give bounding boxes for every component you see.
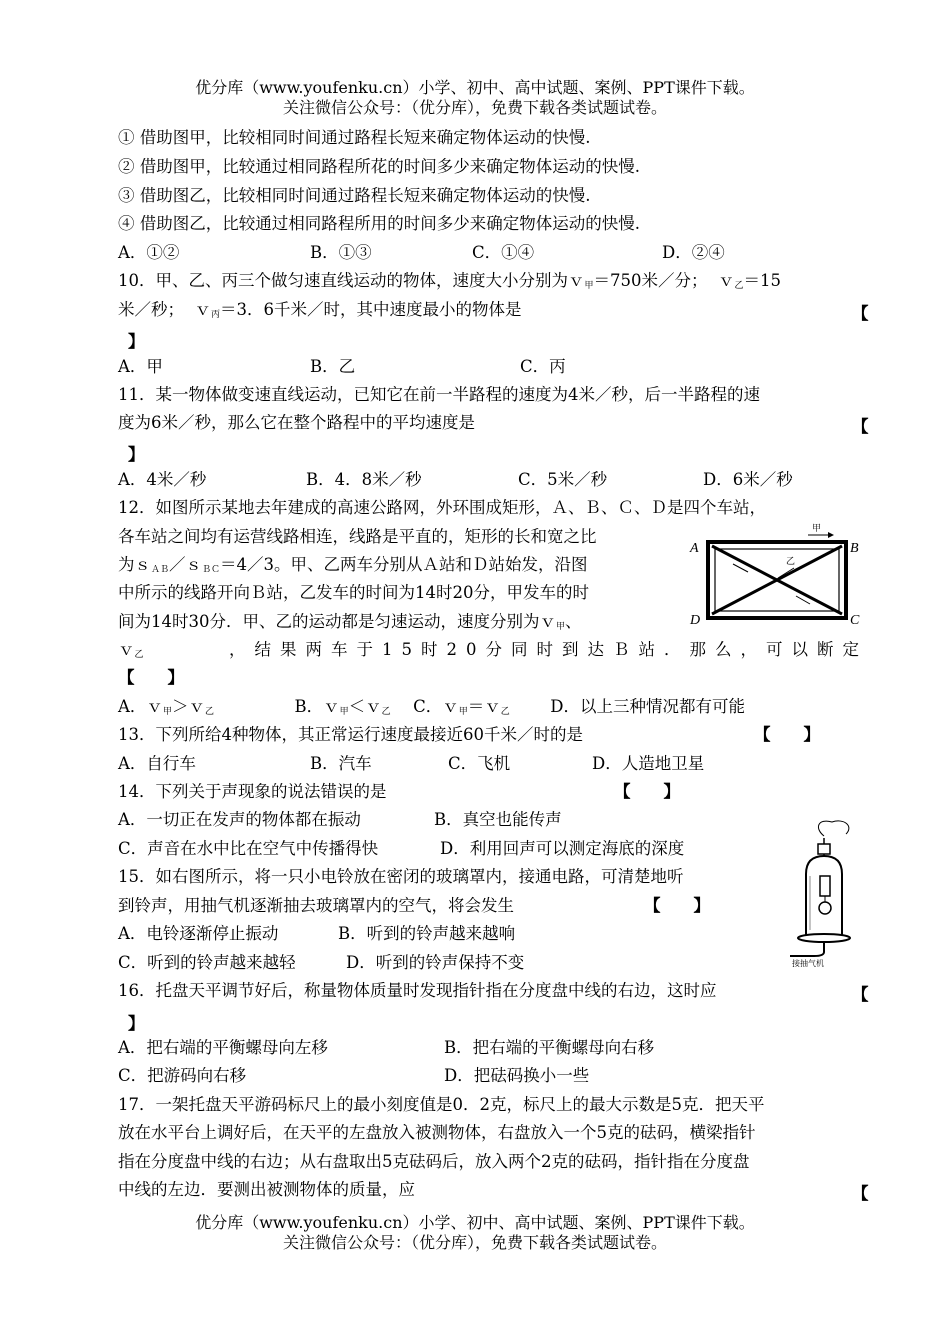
q12-options (118, 697, 745, 722)
q17-bracket-open: 【 (852, 1184, 869, 1203)
q17-line-4: 中线的左边．要测出被测物体的质量，应 (118, 1180, 415, 1199)
q17-line-2: 放在水平台上调好后，在天平的左盘放入被测物体，右盘放入一个5克的砝码，横梁指针 (118, 1123, 756, 1142)
q16-option-b: B．把右端的平衡螺母向右移 (444, 1038, 655, 1057)
q9-option-d: D．②④ (662, 243, 725, 262)
station-b-label: B (850, 541, 859, 556)
q15-option-c: C．听到的铃声越来越轻 (118, 953, 296, 972)
q15-answer-bracket: 【 】 (644, 896, 710, 915)
q12-line-2: 各车站之间均有运营线路相连，线路是平直的，矩形的长和宽之比 (118, 527, 597, 546)
q11-option-a: A．4米／秒 (118, 470, 207, 489)
q15-option-a: A．电铃逐渐停止振动 (118, 924, 279, 943)
q9-option-a: A．①② (118, 243, 180, 262)
q12-answer-bracket: 【 】 (118, 668, 184, 687)
q16-bracket-close: 】 (128, 1014, 145, 1033)
header-line-2: 关注微信公众号：（优分库），免费下载各类试题试卷。 (282, 98, 667, 117)
jar-base-plate (798, 934, 850, 942)
q11-line-1: 11．某一物体做变速直线运动，已知它在前一半路程的速度为4米／秒，后一半路程的速 (118, 385, 760, 404)
q11-line-2: 度为6米／秒，那么它在整个路程中的平均速度是 (118, 413, 475, 432)
q14-option-c: C．声音在水中比在空气中传播得快 (118, 839, 379, 858)
bell-jar-figure (784, 816, 864, 968)
q16-option-a: A．把右端的平衡螺母向左移 (118, 1038, 328, 1057)
q11-option-d: D．6米／秒 (703, 470, 793, 489)
page-header (0, 78, 950, 118)
q10-bracket-close: 】 (128, 332, 145, 351)
q12-option-c: C．ｖ$_甲$＝ｖ$_乙$ (413, 697, 510, 717)
pump-hose (790, 952, 824, 956)
q14-option-a: A．一切正在发声的物体都在振动 (118, 810, 361, 829)
q9-option-c: C．①④ (472, 243, 535, 262)
station-d-label: D (690, 613, 701, 628)
q11-option-c: C．5米／秒 (518, 470, 608, 489)
q17-line-1: 17．一架托盘天平游码标尺上的最小刻度值是0．2克，标尺上的最大示数是5克．把天平 (118, 1095, 765, 1114)
q13-option-c: C．飞机 (448, 754, 511, 773)
q10-option-a: A．甲 (118, 357, 163, 376)
q13-option-b: B．汽车 (310, 754, 372, 773)
wire-curl (818, 821, 848, 836)
q12-option-d: D．以上三种情况都有可能 (550, 697, 746, 716)
q14-answer-bracket: 【 】 (614, 782, 680, 801)
q13-answer-bracket: 【 】 (754, 725, 820, 744)
q14-line-1: 14．下列关于声现象的说法错误的是 (118, 782, 387, 801)
page-footer (0, 1213, 950, 1253)
q9-statement-2: ② 借助图甲，比较通过相同路程所花的时间多少来确定物体运动的快慢. (118, 157, 640, 176)
q13-line-1: 13．下列所给4种物体，其正常运行速度最接近60千米／时的是 (118, 725, 583, 744)
q14-option-b: B．真空也能传声 (434, 810, 562, 829)
q12-line-3: 为ｓ$_{AB}$／ｓ$_{BC}$＝4／3。甲、乙两车分别从Ａ站和Ｄ站始发，沿图 (118, 555, 588, 575)
jia-arrowhead (828, 532, 834, 538)
q9-option-b: B．①③ (310, 243, 372, 262)
bell-dome (819, 902, 831, 914)
q10-bracket-open: 【 (852, 304, 869, 323)
station-c-label: C (850, 613, 860, 628)
highway-network-figure (688, 520, 868, 632)
q16-bracket-open: 【 (852, 985, 869, 1004)
q17-line-3: 指在分度盘中线的右边；从右盘取出5克砝码后，放入两个2克的砝码，指针指在分度盘 (118, 1152, 750, 1171)
q13-option-d: D．人造地卫星 (592, 754, 705, 773)
footer-line-1: 优分库（www.youfenku.cn）小学、初中、高中试题、案例、PPT课件下载。 (195, 1213, 755, 1232)
q13-option-a: A．自行车 (118, 754, 196, 773)
q9-statement-1: ① 借助图甲，比较相同时间通过路程长短来确定物体运动的快慢. (118, 128, 591, 147)
q11-bracket-close: 】 (128, 445, 145, 464)
q10-option-b: B．乙 (310, 357, 356, 376)
q12-line-1: 12．如图所示某地去年建成的高速公路网，外环围成矩形，Ａ、Ｂ、Ｃ、Ｄ是四个车站， (118, 498, 766, 517)
footer-line-2: 关注微信公众号：（优分库），免费下载各类试题试卷。 (282, 1233, 667, 1252)
pump-label: 接抽气机 (792, 959, 824, 968)
q15-option-b: B．听到的铃声越来越响 (338, 924, 516, 943)
q10-line-2: 米／秒； ｖ$_丙$＝3．6千米／时，其中速度最小的物体是 (118, 300, 522, 320)
q12-line-6: ｖ$_乙$ ，结果两车于15时20分同时到达Ｂ站．那么，可以断定 (118, 640, 868, 660)
q12-option-b: B．ｖ$_甲$＜ｖ$_乙$ (294, 697, 391, 717)
station-a-label: A (690, 541, 699, 556)
yi-label: 乙 (786, 557, 796, 567)
q16-line-1: 16．托盘天平调节好后，称量物体质量时发现指针指在分度盘中线的右边，这时应 (118, 981, 717, 1000)
q11-option-b: B．4．8米／秒 (306, 470, 422, 489)
jar-stopper (818, 844, 830, 854)
q11-bracket-open: 【 (852, 417, 869, 436)
q9-statement-3: ③ 借助图乙，比较相同时间通过路程长短来确定物体运动的快慢. (118, 186, 591, 205)
q15-line-1: 15．如右图所示，将一只小电铃放在密闭的玻璃罩内，接通电路，可清楚地听 (118, 867, 684, 886)
q16-option-d: D．把砝码换小一些 (444, 1066, 590, 1085)
jia-label: 甲 (812, 524, 822, 534)
q12-line-4: 中所示的线路开向Ｂ站，乙发车的时间为14时20分，甲发车的时 (118, 583, 589, 602)
q15-option-d: D．听到的铃声保持不变 (346, 953, 525, 972)
q16-option-c: C．把游码向右移 (118, 1066, 247, 1085)
header-line-1: 优分库（www.youfenku.cn）小学、初中、高中试题、案例、PPT课件下载。 (195, 78, 755, 97)
q9-statement-4: ④ 借助图乙，比较通过相同路程所用的时间多少来确定物体运动的快慢. (118, 214, 640, 233)
q12-line-5: 间为14时30分．甲、乙的运动都是匀速运动，速度分别为ｖ$_甲$、 (118, 612, 582, 632)
q15-line-2: 到铃声，用抽气机逐渐抽去玻璃罩内的空气，将会发生 (118, 896, 514, 915)
q10-option-c: C．丙 (520, 357, 566, 376)
electric-bell (820, 876, 830, 896)
q14-option-d: D．利用回声可以测定海底的深度 (440, 839, 685, 858)
q10-line-1: 10．甲、乙、丙三个做匀速直线运动的物体，速度大小分别为ｖ$_甲$＝750米／分； ｖ$_乙$＝15 (118, 271, 782, 291)
q12-option-a: A．ｖ$_甲$＞ｖ$_乙$ (118, 697, 214, 717)
